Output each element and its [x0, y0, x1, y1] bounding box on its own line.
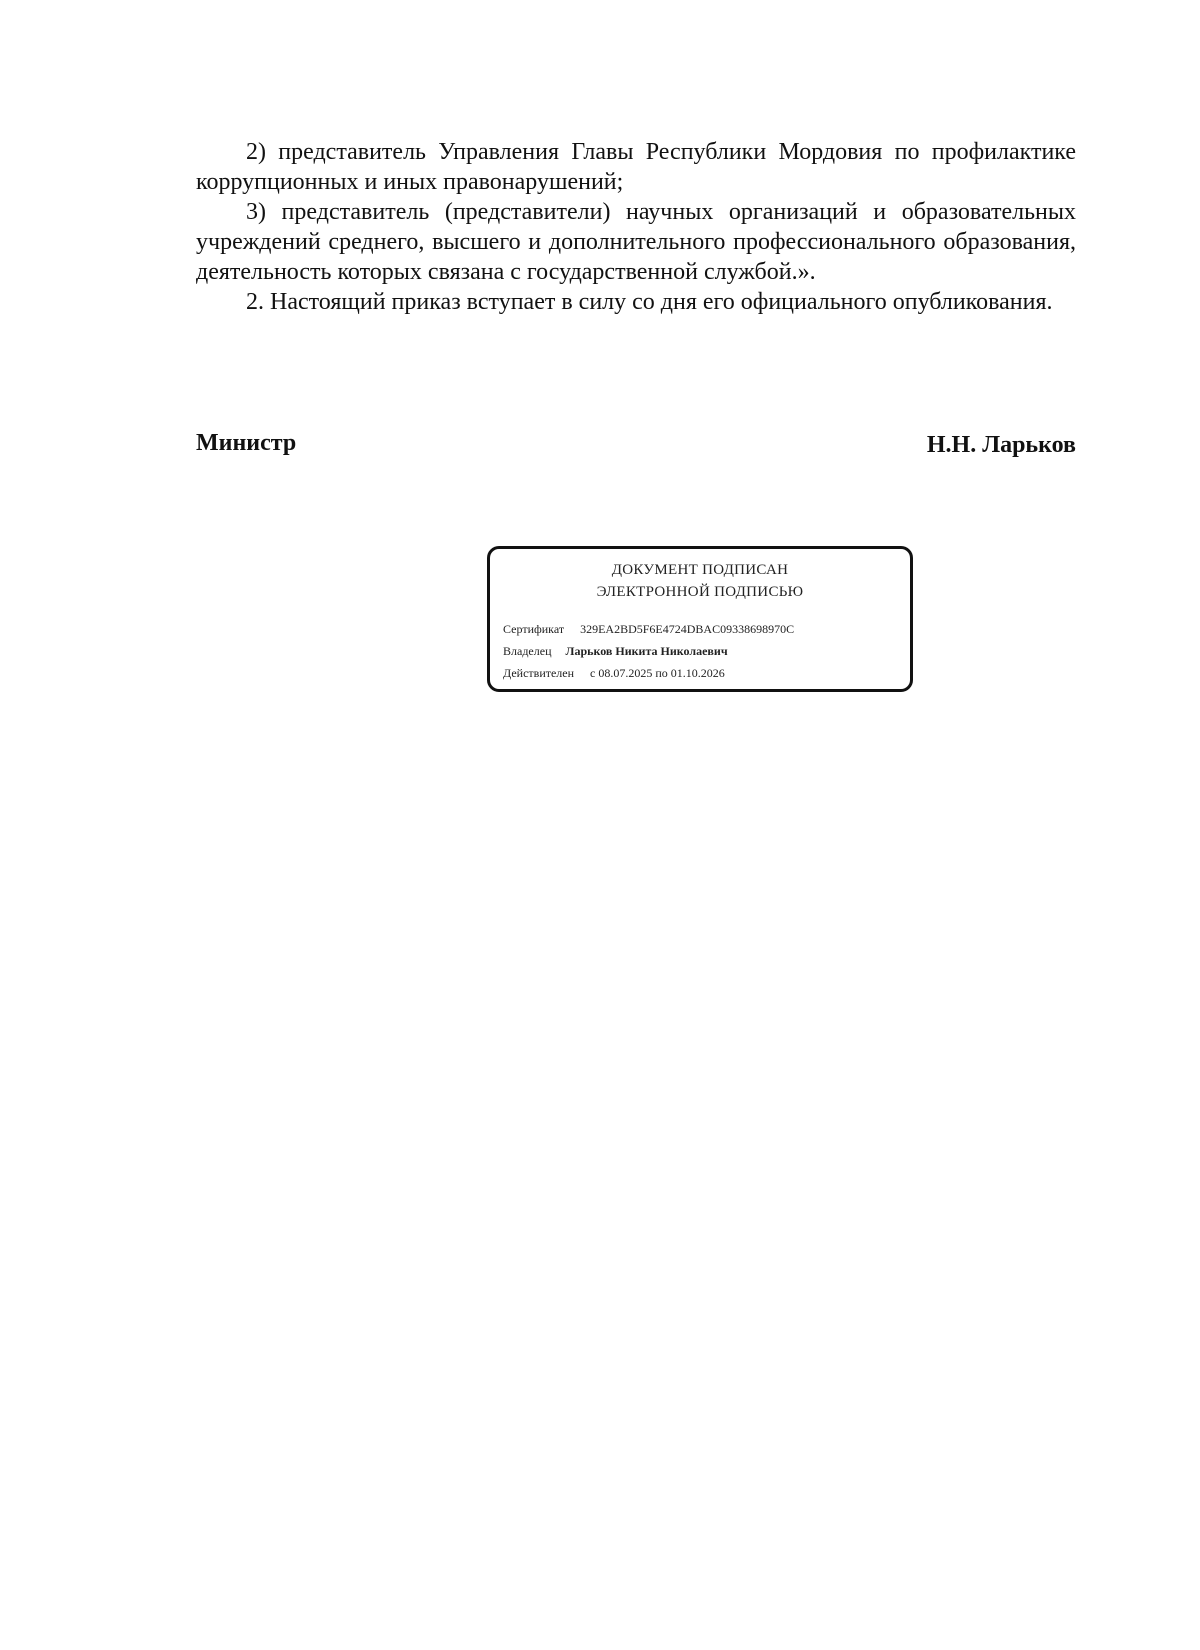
- signer-name: Н.Н. Ларьков: [926, 432, 1076, 458]
- stamp-owner-row: [503, 643, 728, 659]
- paragraph-effective-date: 2. Настоящий приказ вступает в силу со дня его официального опубликования.: [246, 289, 1053, 315]
- paragraph-item-3: 3) представитель (представители) научных организаций и образовательных учреждений среднего, высшего и дополнительного профессионального образования, деятельность которых связана с государственной службой.».: [196, 199, 1076, 285]
- stamp-validity-row: [503, 665, 725, 681]
- stamp-certificate-value: 329EA2BD5F6E4724DBAC09338698970C: [580, 622, 795, 636]
- stamp-title-line1: ДОКУМЕНТ ПОДПИСАН: [611, 562, 789, 578]
- stamp-owner-label: Владелец: [503, 644, 552, 658]
- stamp-title-line2: ЭЛЕКТРОННОЙ ПОДПИСЬЮ: [596, 584, 804, 600]
- stamp-certificate-label: Сертификат: [503, 622, 565, 636]
- stamp-certificate-row: [503, 621, 794, 637]
- stamp-owner-value: Ларьков Никита Николаевич: [565, 644, 728, 658]
- paragraph-item-2: 2) представитель Управления Главы Республики Мордовия по профилактике коррупционных и иных правонарушений;: [196, 139, 1076, 195]
- stamp-title: [490, 559, 910, 603]
- electronic-signature-stamp: [487, 546, 913, 692]
- signer-position: Министр: [196, 430, 297, 456]
- document-body: [196, 137, 1076, 317]
- stamp-validity-label: Действителен: [503, 666, 575, 680]
- stamp-validity-value: с 08.07.2025 по 01.10.2026: [590, 666, 725, 680]
